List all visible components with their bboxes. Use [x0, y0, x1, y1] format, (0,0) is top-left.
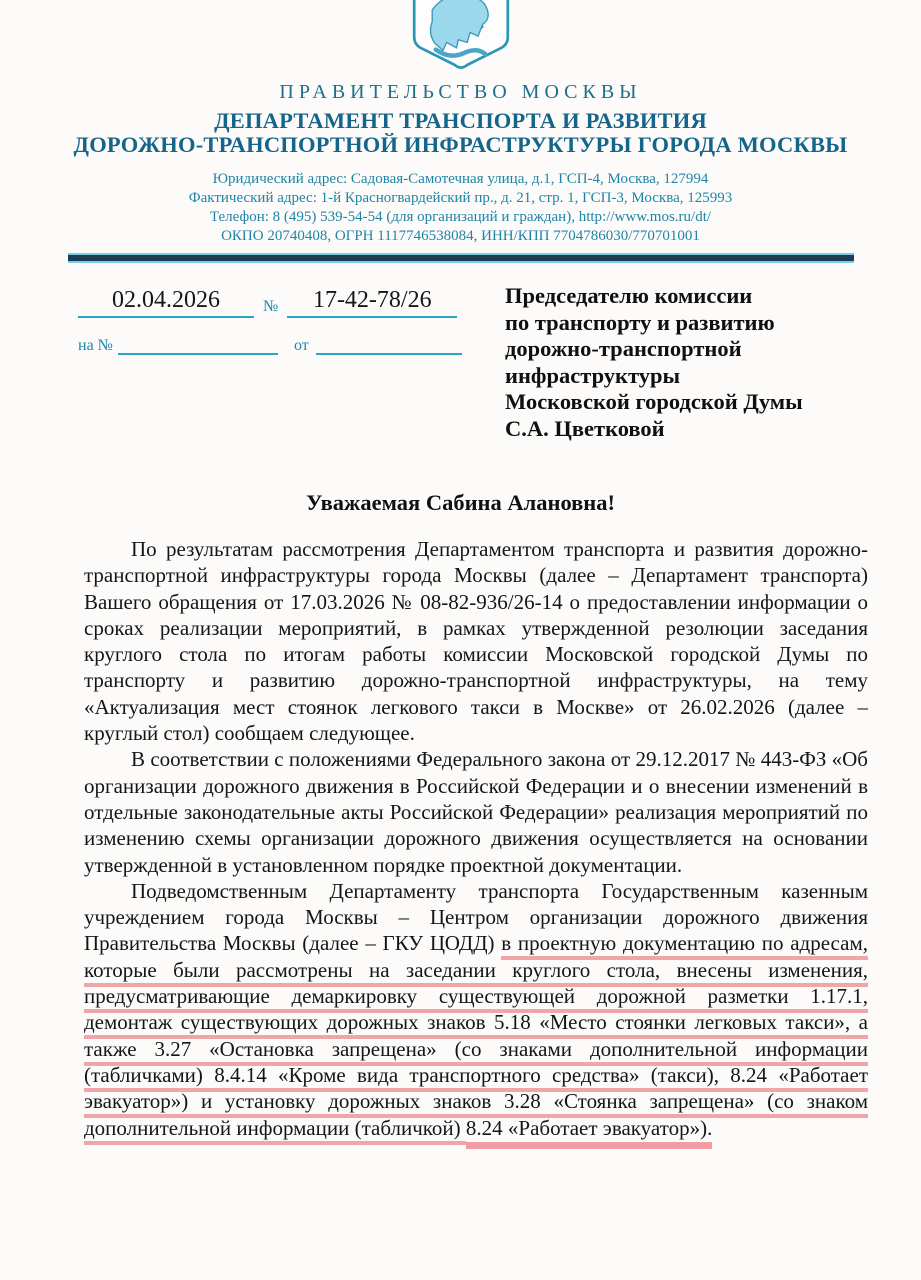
- department-name-line2: ДОРОЖНО-ТРАНСПОРТНОЙ ИНФРАСТРУКТУРЫ ГОРОДА МОСКВЫ: [73, 132, 848, 157]
- body-paragraph: [84, 746, 868, 877]
- address-line: ОКПО 20740408, ОГРН 1117746538084, ИНН/КПП 7704786030/770701001: [221, 228, 700, 244]
- reply-number-blank-line: [118, 335, 278, 355]
- body-paragraph: [84, 878, 868, 1141]
- outgoing-reference-line: [78, 287, 464, 318]
- reference-row: [0, 283, 921, 442]
- addressee-line: С.А. Цветковой: [505, 415, 665, 441]
- header-divider-rule: [68, 253, 854, 263]
- number-sign-label: №: [263, 298, 279, 315]
- body-text: В соответствии с положениями Федерального закона от 29.12.2017 № 443-ФЗ «Об организации дорожного движения в Российской Федерации и о внесении изменений в отдельные законодательные акты Российской Федерации» реализация мероприятий по изменению схемы организации дорожного движения осуществляется на основании утвержденной в установленном порядке проектной документации.: [84, 747, 868, 877]
- red-underlined-text: в проектную документацию по адресам, которые были рассмотрены на заседании круглого стола, внесены изменения, предусматривающие демаркировку существующей дорожной разметки 1.17.1, демонтаж существующих дорожных знаков 5.18 «Место стоянки легковых такси», а также 3.27 «Остановка запрещена» (со знаками дополнительной информации (табличками) 8.4.14 «Кроме вида транспортного средства» (такси), 8.24 «Работает эвакуатор») и установку дорожных знаков 3.28 «Стоянка запрещена» (со знаком дополнительной информации (табличкой): [84, 931, 868, 1144]
- reply-date-blank-line: [316, 335, 462, 355]
- reply-from-label: от: [293, 337, 309, 354]
- addressee-line: по транспорту и развитию: [505, 309, 775, 335]
- government-title: ПРАВИТЕЛЬСТВО МОСКВЫ: [279, 81, 642, 103]
- outgoing-date-field: 02.04.2026: [78, 287, 254, 318]
- address-block: [0, 170, 921, 246]
- moscow-coat-of-arms-icon: [0, 0, 921, 72]
- addressee-line: Московской городской Думы: [505, 389, 803, 414]
- address-line: Телефон: 8 (495) 539-54-54 (для организаций и граждан), http://www.mos.ru/dt/: [209, 209, 712, 225]
- addressee-line: инфраструктуры: [505, 362, 681, 388]
- red-underlined-text: 8.24 «Работает эвакуатор»).: [466, 1116, 712, 1149]
- body-paragraph: [84, 536, 868, 746]
- incoming-reference-line: [78, 335, 464, 355]
- body-text: По результатам рассмотрения Департаментом транспорта и развития дорожно-транспортной инфраструктуры города Москвы (далее – Департамент транспорта) Вашего обращения от 17.03.2026 № 08-82-936/26-14 о предоставлении информации о сроках реализации мероприятий, в рамках утвержденной резолюции заседания круглого стола по итогам работы комиссии Московской городской Думы по транспорту и развитию дорожно-транспортной инфраструктуры, на тему «Актуализация мест стоянок легкового такси в Москве» от 26.02.2026 (далее – круглый стол) сообщаем следующее.: [84, 537, 868, 746]
- department-name-line1: ДЕПАРТАМЕНТ ТРАНСПОРТА И РАЗВИТИЯ: [214, 108, 707, 133]
- letter-body: [84, 536, 868, 1141]
- addressee-line: Председателю комиссии: [505, 283, 753, 308]
- addressee-line: дорожно-транспортной: [505, 336, 742, 361]
- address-line: Фактический адрес: 1-й Красногвардейский пр., д. 21, стр. 1, ГСП-3, Москва, 125993: [188, 190, 733, 206]
- outgoing-number-field: 17-42-78/26: [287, 287, 457, 318]
- salutation: Уважаемая Сабина Алановна!: [305, 490, 616, 515]
- address-line: Юридический адрес: Садовая-Самотечная улица, д.1, ГСП-4, Москва, 127994: [212, 171, 709, 187]
- body-text: Подведомственным Департаменту транспорта Государственным казенным учреждением города Москвы – Центром организации дорожного движения Правительства Москвы (далее – ГКУ ЦОДД): [84, 878, 868, 956]
- requisites-block: [78, 283, 464, 442]
- department-name: [0, 109, 921, 157]
- addressee-block: [505, 283, 903, 442]
- reply-number-label: на №: [78, 337, 113, 354]
